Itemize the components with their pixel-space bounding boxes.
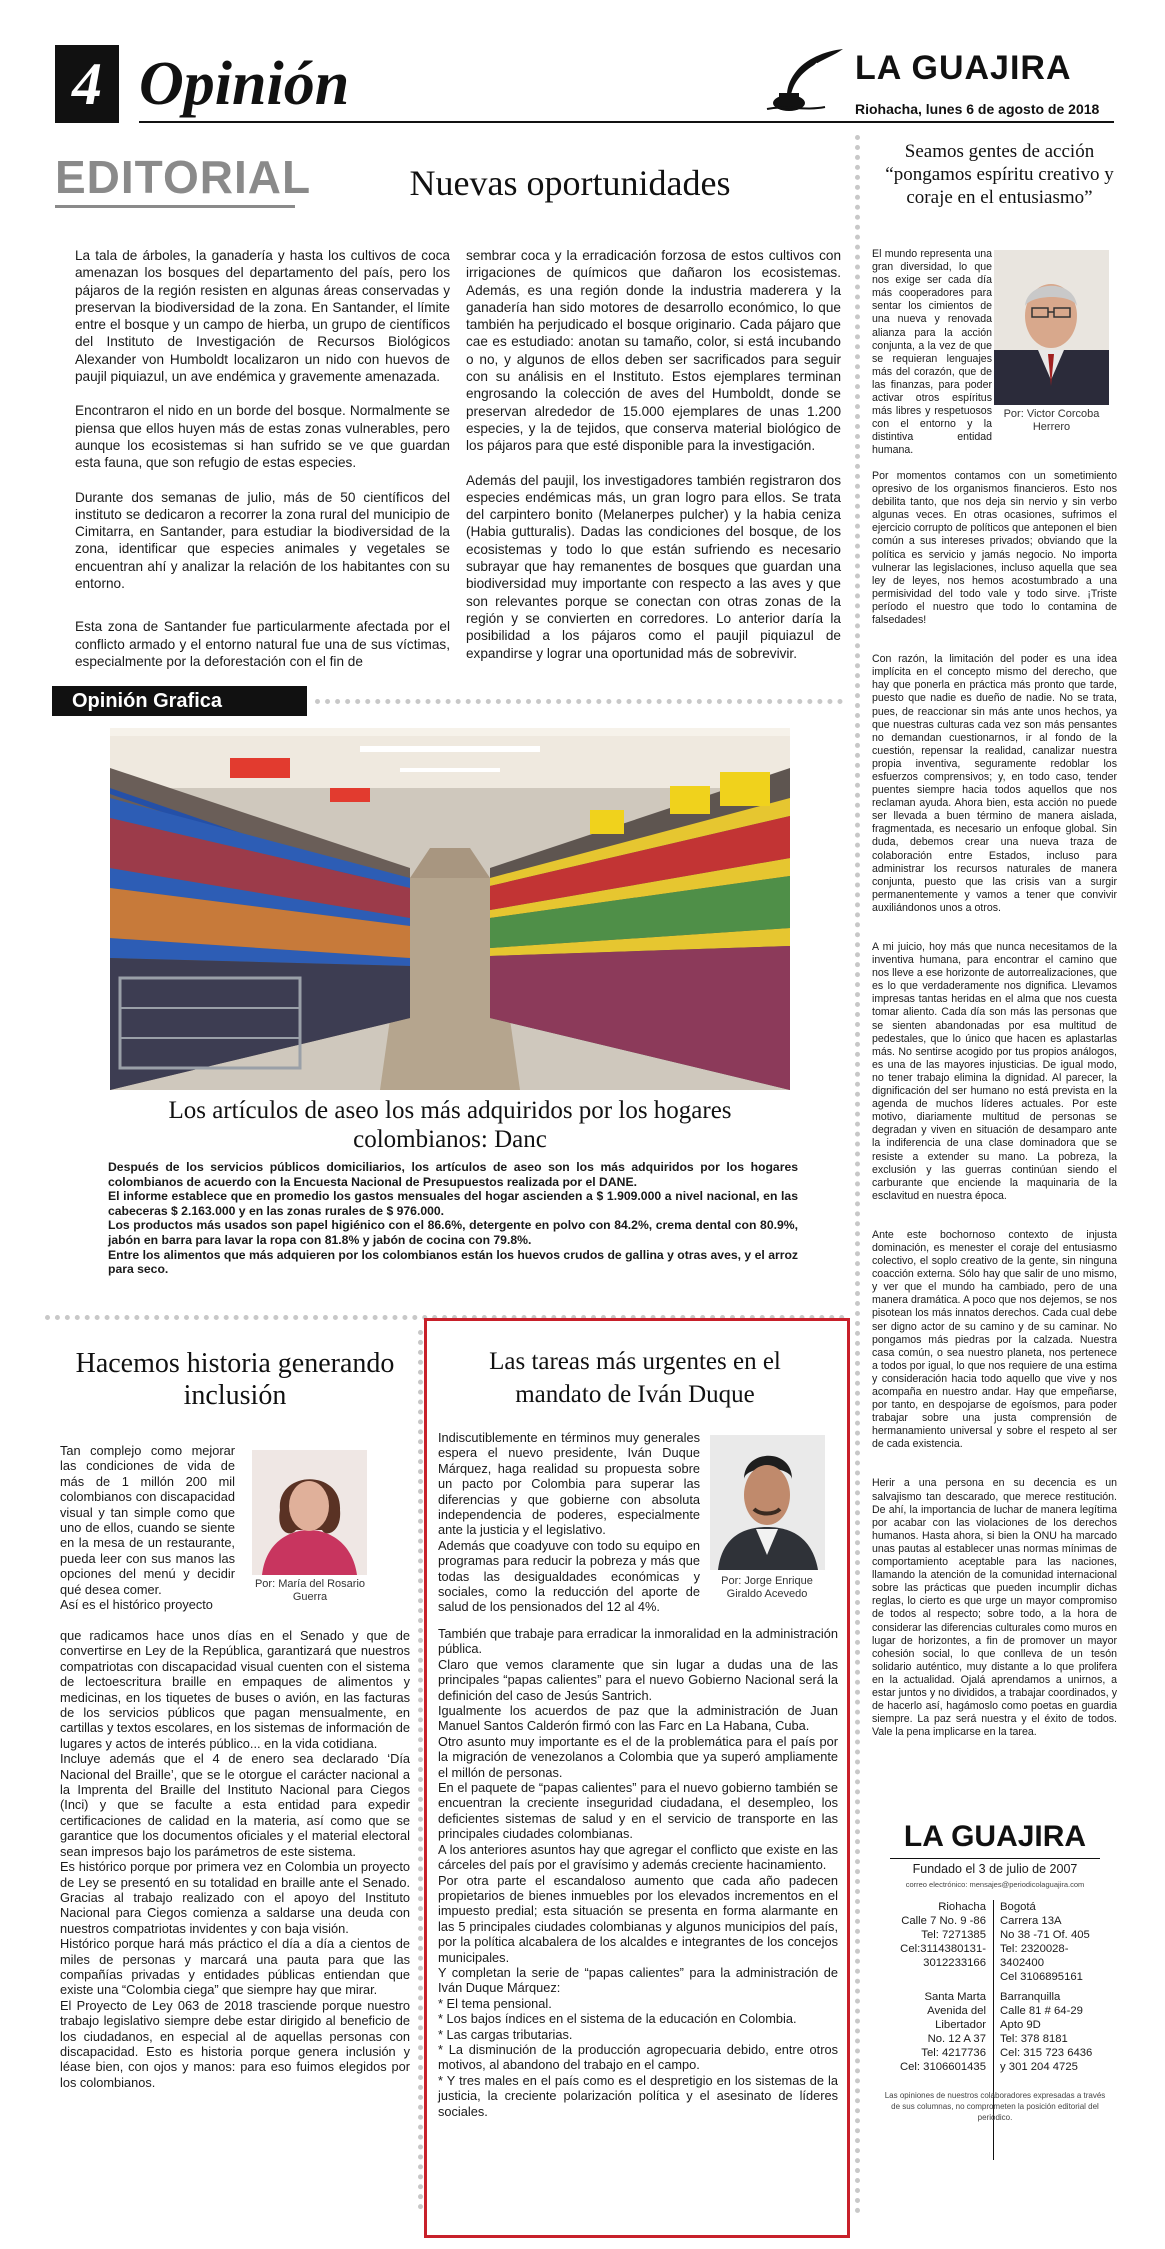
office-city: Santa Marta xyxy=(924,1991,986,2003)
office-line: Cel: 315 723 6436 xyxy=(1000,2047,1093,2059)
duque-paragraph: A los anteriores asuntos hay que agregar el conflicto que existe en las cárceles del país por el gravísimo y además creciente hacinamiento. xyxy=(438,1841,838,1873)
right-column-intro: El mundo representa una gran diversidad, lo que nos exige ser cada día más cooperadores para sentar los cimientos de una nueva y renovada alianza para la acción conjunta, a la vez de que se requieran lenguajes más del corazón, que de las finanzas, para poder activar otros espíritus más libres y respetuosos con el entorno y la distintiva entidad humana. xyxy=(872,248,992,457)
column-divider xyxy=(855,135,860,2215)
duque-body xyxy=(438,1626,838,2119)
duque-paragraph: En el paquete de “papas calientes” para el nuevo gobierno también se encuentran la creciente inseguridad ciudadana, el desempleo, los deficientes sistemas de salud y en el servicio de transporte en las principales ciudades colombianas. xyxy=(438,1780,838,1842)
office-city: Riohacha xyxy=(938,1901,986,1913)
editorial-paragraph: Durante dos semanas de julio, más de 50 científicos del instituto se dedicaron a recorrer la zona rural del municipio de Cimitarra, en Santander, para estudiar la biodiversidad de la zona, identificar que especies animales y vegetales se encuentran ahí y analizar la relación de los habitantes con su entorno. xyxy=(75,489,450,592)
section-title: Opinión xyxy=(139,50,350,118)
office-line: Tel: 4217736 xyxy=(921,2047,986,2059)
office-line: Tel: 378 8181 xyxy=(1000,2033,1068,2045)
duque-intro-paragraph: Además que coadyuve con todo su equipo en programas para reducir la pobreza y más que todas las desigualdades económicas y sociales, como la reducción del aporte de salud de los pensionados del 12 al 4%. xyxy=(438,1537,700,1615)
grafica-label: Opinión Grafica xyxy=(72,690,223,712)
colophon-email: correo electrónico: mensajes@periodicolaguajira.com xyxy=(905,1880,1085,1889)
duque-paragraph: Otro asunto muy importante es el de la problemática para el país por la migración de venezolanos a Colombia que ya superó ampliamente el millón de personas. xyxy=(438,1733,838,1780)
grafica-dots xyxy=(315,699,843,704)
office-line: Calle 7 No. 9 -86 xyxy=(901,1915,986,1927)
office-bogota xyxy=(1000,1900,1120,1984)
colophon xyxy=(870,1820,1120,2220)
editorial-col-1 xyxy=(75,247,450,670)
office-line: Carrera 13A xyxy=(1000,1915,1062,1927)
duque-title: Las tareas más urgentes en el mandato de Iván Duque xyxy=(489,1348,781,1408)
office-city: Bogotá xyxy=(1000,1901,1036,1913)
office-line: No 38 -71 Of. 405 xyxy=(1000,1929,1090,1941)
editorial-paragraph: Encontraron el nido en un borde del bosque. Normalmente se piensa que ellos huyen más de estas zonas vulnerables, pero aunque los ecosistemas si han sufrido se ve que guardan esta fauna, que son refugio de estas especies. xyxy=(75,403,450,471)
historia-intro xyxy=(60,1443,235,1612)
editorial-title: Nuevas oportunidades xyxy=(409,163,731,203)
quill-inkwell-icon xyxy=(765,45,845,113)
duque-paragraph: Igualmente los acuerdos de paz que la administración de Juan Manuel Santos Calderón firmó con las Farc en La Habana, Cuba. xyxy=(438,1703,838,1734)
duque-paragraph: * Y tres males en el país como es el despretigio en los sistemas de la justicia, la creciente polarización política y el asesinato de líderes sociales. xyxy=(438,2072,838,2119)
author-caption-corcoba: Por: Victor Corcoba Herrero xyxy=(1003,408,1100,433)
historia-paragraph: que radicamos hace unos días en el Senado y que de convertirse en Ley de la República, garantizará que nuestros compatriotas con discapacidad visual cuenten con el sistema de lectoescritura braille en empaques de alimentos y medicinas, en los tiquetes de buses o avión, en las facturas de los servicios públicos que pagan mensualmente, en cartillas y textos escolares, en los sistemas de información de lugares y actos de interés público... en la vida cotidiana. xyxy=(60,1628,410,1751)
historia-title: Hacemos historia generando inclusión xyxy=(75,1348,395,1411)
colophon-brand: LA GUAJIRA xyxy=(903,1820,1087,1853)
right-column-paragraph: Con razón, la limitación del poder es una idea implícita en el concepto mismo del derecho, que hay que ponerla en práctica más pronto que tarde, puesto que nadie es dueño de nadie. No se trata, pues, de reaccionar sin más ante unos hechos, ya que nuestras culturas cada vez son más pensantes no demandan cuestionarnos, ir al fondo de la cuestión, repensar la realidad, canalizar nuestra propia inventiva, seguramente redoblar los esfuerzos comprensivos; y, en todo caso, tender puentes siempre hacia todos aquellos que nos reclaman ayuda. Ahora bien, esta acción no puede ser llevada a buen término de manera aislada, fragmentada, es necesario un enfoque global. Sin duda, debemos crear una nueva traza de colaboración entre Estados, incluso para administrar los recursos naturales de manera conjunta, puesto que las crisis van a surgir permanentemente y vamos a tener que convivir auxiliándonos unos a otros. xyxy=(872,653,1117,914)
duque-paragraph: Claro que vemos claramente que sin lugar a dudas una de las principales “papas calientes” para el nuevo Gobierno Nacional será la definición del caso de Jesús Santrich. xyxy=(438,1656,838,1703)
duque-intro-paragraph: Indiscutiblemente en términos muy generales espera el nuevo presidente, Iván Duque Márquez, haga realidad su propuesta sobre un pacto por Colombia para superar las diferencias y que gobierne con absoluta independencia de poderes, especialmente ante la justicia y el legislativo. xyxy=(438,1430,700,1538)
colophon-disclaimer: Las opiniones de nuestros colaboradores expresadas a través de sus columnas, no comprometen la posición editorial del periódico. xyxy=(884,2091,1106,2122)
office-line: Libertador xyxy=(935,2019,986,2031)
author-photo-giraldo xyxy=(710,1435,825,1570)
office-city: Barranquilla xyxy=(1000,1991,1061,2003)
office-line: Calle 81 # 64-29 xyxy=(1000,2005,1083,2017)
right-column-title: Seamos gentes de acción “pongamos espíritu creativo y coraje en el entusiasmo” xyxy=(885,141,1114,208)
dateline: Riohacha, lunes 6 de agosto de 2018 xyxy=(855,101,1100,117)
historia-paragraph: Incluye además que el 4 de enero sea declarado ‘Día Nacional del Braille’, que se le otorgue el carácter nacional a la Imprenta del Braille del Instituto Nacional para Ciegos (Inci) y que se faculte a esta entidad para expedir certificaciones de calidad en la materia, así como que se garantice que los documentos oficiales y el material electoral sean impresos bajo los parámetros de este sistema. xyxy=(60,1751,410,1859)
grafica-paragraph: Después de los servicios públicos domiciliarios, los artículos de aseo son los más adquiridos por los hogares colombianos de acuerdo con la Encuesta Nacional de Presupuestos realizada por el DANE. xyxy=(108,1160,798,1189)
brand-logo: LA GUAJIRA xyxy=(855,49,1072,87)
office-line: y 301 204 4725 xyxy=(1000,2061,1078,2073)
office-santa-marta xyxy=(870,1990,986,2074)
masthead-rule xyxy=(139,121,1114,123)
grafica-body xyxy=(108,1160,798,1277)
office-line: Cel 3106895161 xyxy=(1000,1971,1083,1983)
colophon-founded: Fundado el 3 de julio de 2007 xyxy=(912,1862,1078,1876)
office-barranquilla xyxy=(1000,1990,1120,2074)
author-photo-guerra xyxy=(252,1450,367,1575)
duque-paragraph: * La disminución de la producción agropecuaria debido, entre otros motivos, al abandono del trabajo en el campo. xyxy=(438,2041,838,2073)
editorial-paragraph: Esta zona de Santander fue particularmente afectada por el conflicto armado y el entorno natural fue una de sus víctimas, especialmente por la deforestación con el fin de xyxy=(75,619,450,669)
duque-paragraph: * El tema pensional. xyxy=(438,1995,552,2011)
historia-intro-paragraph: Así es el histórico proyecto xyxy=(60,1597,213,1613)
editorial-kicker-rule xyxy=(55,205,295,208)
duque-paragraph: * Los bajos índices en el sistema de la educación en Colombia. xyxy=(438,2011,797,2027)
office-line: Cel: 3106601435 xyxy=(899,2061,986,2073)
office-line: No. 12 A 37 xyxy=(927,2033,986,2045)
grafica-title: Los artículos de aseo los más adquiridos por los hogares colombianos: Danc xyxy=(168,1097,732,1153)
editorial-paragraph: La tala de árboles, la ganadería y hasta los cultivos de coca amenazan los bosques del departamento del país, pero los pájaros de la región resisten en algunas áreas conservadas y preservan la biodiversidad de la zona. En Santander, el límite entre el bosque y un campo de hierba, un grupo de científicos del Instituto de Investigación de Recursos Biológicos Alexander von Humboldt localizaron un nido con huevos de paujil piquiazul, un ave endémica y gravemente amenazada. xyxy=(75,248,450,385)
office-line: Tel: 7271385 xyxy=(921,1929,986,1941)
historia-paragraph: El Proyecto de Ley 063 de 2018 trasciende porque nuestro trabajo legislativo siempre debe estar dirigido al beneficio de los ciudadanos, en especial al de aquellas personas con discapacidad. Esto es historia porque genera inclusión y léase bien, con ojos y manos: para eso fuimos elegidos por los colombianos. xyxy=(60,1997,410,2090)
historia-divider xyxy=(418,1330,423,2210)
office-line: Cel:3114380131- xyxy=(900,1943,986,1955)
office-line: 3012233166 xyxy=(923,1957,986,1969)
office-line: 3402400 xyxy=(1000,1957,1044,1969)
historia-body xyxy=(60,1628,410,2090)
right-column-paragraph: Por momentos contamos con un sometimiento opresivo de los organismos financieros. Esto nos debilita tanto, que nos deja sin nervio y sin verbo algunas veces. En otras ocasiones, sufrimos el ejercicio corrupto de políticos que anteponen el bien común a sus intereses privados; obviando que la política es servicio y jamás negocio. No importa vulnerar las legislaciones, incluso aquella que sea ley de leyes, nos hemos acostumbrado a una permisividad del todo vale y todo sirve. ¡Triste período el nuestro que todo lo contamina de falsedades! xyxy=(872,470,1117,627)
grafica-paragraph: Los productos más usados son papel higiénico con el 86.6%, detergente en polvo con 84.2%, crema dental con 80.9%, jabón en barra para lavar la ropa con 81.8% y jabón de cocina con 79.8%. xyxy=(108,1218,798,1247)
editorial-kicker: EDITORIAL xyxy=(55,151,312,203)
duque-intro xyxy=(438,1430,700,1615)
right-column-paragraph: A mi juicio, hoy más que nunca necesitamos de la inventiva humana, para encontrar el camino que nos lleve a ese horizonte de autorrealizaciones, que es lo que verdaderamente nos dignifica. Llevamos impresas tantas heridas en el alma que nos cuesta tomar aliento. Cada día son más las personas que se sienten abandonadas por esa multitud de pedestales, que lo único que hacen es aplastarlas más. No sentirse acogido por tus propios análogos, es una de las mayores injusticias. De igual modo, no tener trabajo elimina la dignidad. Al parecer, la dignificación del ser humano no está prevista en la agenda de muchos líderes actuales. Por este motivo, diariamente multitud de personas se degradan y viven en situación de desamparo ante la indiferencia de una clase dominadora que se resiste a extender su mano. La pobreza, la exclusión y las guerras continúan siendo el carburante que enciende la maquinaria de la esclavitud en nuestra época. xyxy=(872,941,1117,1202)
author-photo-corcoba xyxy=(994,250,1109,405)
author-caption-guerra: Por: María del Rosario Guerra xyxy=(254,1578,366,1603)
historia-intro-paragraph: Tan complejo como mejorar las condiciones de vida de más de 1 millón 200 mil colombianos con discapacidad visual y tan simple como que uno de ellos, cuando se siente en la mesa de un restaurante, pueda leer con sus manos las opciones del menú y decidir qué desea comer. xyxy=(60,1443,235,1597)
grafica-paragraph: Entre los alimentos que más adquieren por los colombianos están los huevos crudos de gallina y otras aves, y el arroz para seco. xyxy=(108,1247,798,1277)
right-column-paragraph: Herir a una persona en su decencia es un salvajismo tan descarado, que merece restitución. De ahí, la importancia de luchar de manera legítima por acabar con las violaciones de los derechos humanos. Hasta ahora, si bien la ONU ha marcado unas pautas al establecer unas normas mínimas de comportamiento aceptable para las naciones, llamando la atención de la comunidad internacional sobre las prácticas que pueden incumplir dichas reglas, lo cierto es que urge un mayor compromiso de todos al respecto; sobre todo, a la hora de considerar las diferencias culturales como muros en lugar de horizontes, a fin de promover un mayor cohesión social, lo que conlleva de un tesón solidario auténtico, muy distante a lo que prolifera en la actualidad. Ojalá aprendamos a unirnos, a estar juntos y no divididos, a trabajar coordinados, y de hacerlo así, hagámoslo como poetas en guardia siempre. La paz será nuestra y el éxito de todos. Vale la pena implicarse en la tarea. xyxy=(872,1477,1117,1739)
author-caption-giraldo: Por: Jorge Enrique Giraldo Acevedo xyxy=(721,1575,813,1600)
historia-paragraph: Histórico porque hará más práctico el día a día a cientos de miles de personas y marcará una pauta para que las compañías privadas y entidades públicas entiendan que existe una “Colombia ciega” que siempre hay que mirar. xyxy=(60,1936,410,1998)
right-column-paragraph: Ante este bochornoso contexto de injusta dominación, es menester el coraje del entusiasmo colectivo, el soplo creativo de la gente, sin ninguna coacción externa. Sólo hay que salir de uno mismo, y ver que el mundo ha cambiado, pero de una manera dramática. A poco que nos dejemos, se nos pisotean los más innatos derechos. Cada cual debe ser digno actor de su camino y de su caminar. No pongamos más piedras por la calzada. Nuestra casa común, o sea nuestro planeta, nos pertenece a todos por igual, lo que nos requiere de una estima y consideración hacia todo aquello que vive y nos acompaña en nuestro andar. Hay que empeñarse, por tanto, en despojarse de egoísmos, para poder trabajar sobre una justa comprensión de hermanamiento universal y sobre el respeto al ser de cada existencia. xyxy=(872,1228,1117,1451)
office-line: Tel: 2320028- xyxy=(1000,1943,1069,1955)
duque-paragraph: También que trabaje para erradicar la inmoralidad en la administración pública. xyxy=(438,1626,838,1657)
colophon-rule xyxy=(890,1858,1100,1859)
office-riohacha xyxy=(870,1900,986,1970)
editorial-paragraph: Además del paujil, los investigadores también registraron dos especies endémicas más, un gran logro para ellos. Se trata del carpintero bonito (Melanerpes pulcher) y la habia ceniza (Habia gutturalis). Dadas las condiciones del bosque, de los ecosistemas y todo lo que están sufriendo es necesario subrayar que hay remanentes de bosques que guardan una biodiversidad muy importante con respecto a las aves y que son relevantes porque se conectan con otras zonas de la región y se convierten en corredores. Lo anterior daría la posibilidad a los pájaros como el paujil piquiazul de expandirse y lograr una oportunidad más de sobrevivir. xyxy=(466,472,841,661)
historia-paragraph: Es histórico porque por primera vez en Colombia un proyecto de Ley se presentó en su totalidad en braille ante el Senado. Gracias al trabajo realizado con el apoyo del Instituto Nacional para Ciegos comienza a saldarse una deuda con nuestros compatriotas invidentes y con baja visión. xyxy=(60,1859,410,1936)
page-number: 4 xyxy=(72,51,102,117)
editorial-col-2 xyxy=(466,247,841,662)
office-line: Avenida del xyxy=(927,2005,986,2017)
duque-paragraph: Por otra parte el escandaloso aumento que cada año padecen propietarios de bienes inmuebles por los elevados incrementos en el impuesto predial; esta situación se presenta en forma alarmante en las 5 principales ciudades colombianas y algunos municipios del país, por la política alcabalera de los alcaldes e integrantes de los concejos municipales. xyxy=(438,1872,838,1965)
duque-paragraph: * Las cargas tributarias. xyxy=(438,2026,573,2042)
supermarket-aisle-photo xyxy=(110,728,790,1090)
duque-paragraph: Y completan la serie de “papas calientes” para la administración de Iván Duque Márquez: xyxy=(438,1964,838,1996)
masthead xyxy=(55,45,1115,130)
grafica-paragraph: El informe establece que en promedio los gastos mensuales del hogar ascienden a $ 1.909.000 a nivel nacional, en las cabeceras $ 2.163.000 y en las zonas rurales de $ 976.000. xyxy=(108,1189,798,1218)
right-column-body xyxy=(872,470,1117,1739)
editorial-paragraph: sembrar coca y la erradicación forzosa de estos cultivos con irrigaciones de químicos que dañaron los ecosistemas. Además, es una región donde la industria maderera y la ganadería han sido motores de desarrollo económico, lo que también ha perjudicado el bosque originario. Cada pájaro que cae es estudiado: anotan su tamaño, color, si está incubando o no, y algunos de ellos deben ser sacrificados para seguir con su análisis en el Instituto. Estos ejemplares terminan engrosando la colección de aves del Humboldt, donde se preservan alrededor de 15.000 ejemplares de unas 1.200 especies, y la de tejidos, que conserva material biológico de los pájaros para que esté disponible para la investigación. xyxy=(466,248,841,454)
office-line: Apto 9D xyxy=(1000,2019,1041,2031)
